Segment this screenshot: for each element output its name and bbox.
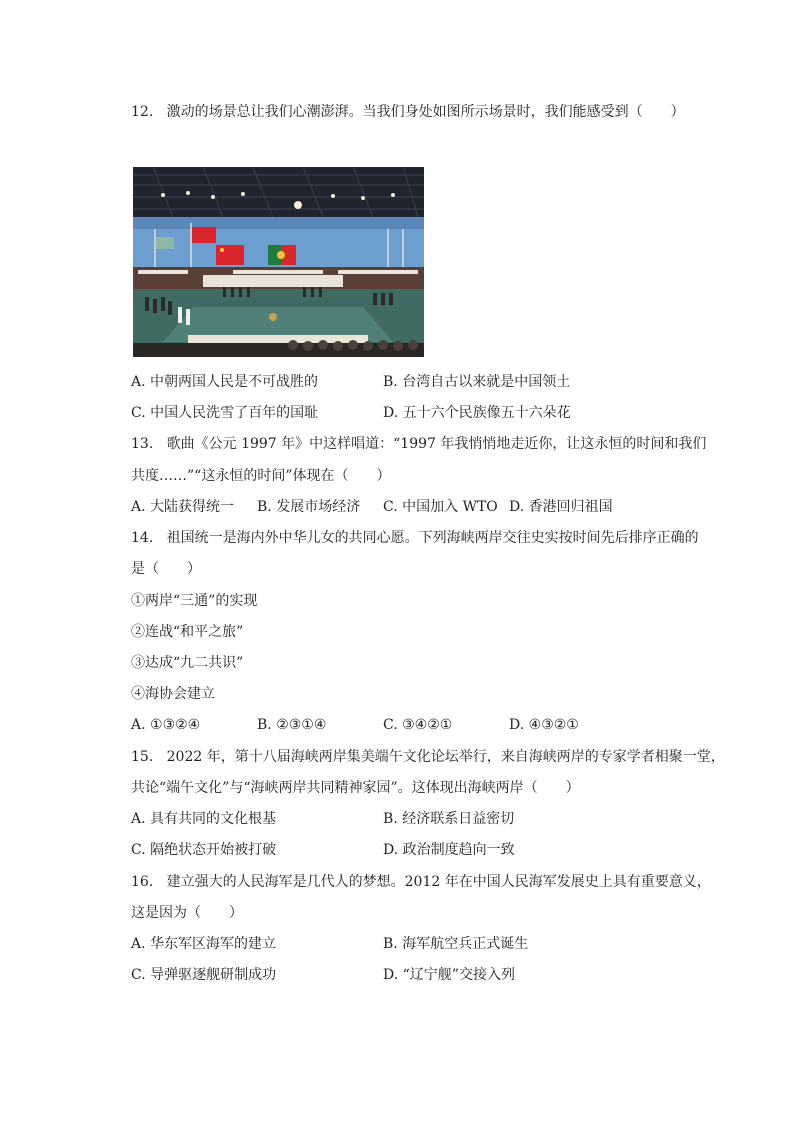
question-16-stem-line-1: 建立强大的人民海军是几代人的梦想。2012 年在中国人民海军发展史上具有重要意义， (166, 874, 711, 890)
question-12-option-c[interactable]: C. 中国人民洗雪了百年的国耻 (131, 405, 319, 421)
question-15-number: 15. (131, 749, 154, 765)
question-14-item-1: ①两岸“三通”的实现 (131, 593, 258, 609)
question-14-item-3: ③达成“九二共识” (131, 655, 244, 671)
question-16-stem-line-2: 这是因为（ ） (131, 905, 243, 921)
question-13-stem-line-2: 共度……”“这永恒的时间”体现在（ ） (131, 468, 391, 484)
question-12-stem-line-1: 激动的场景总让我们心潮澎湃。当我们身处如图所示场景时，我们能感受到（ ） (166, 104, 685, 120)
question-15-stem-line-1: 2022 年，第十八届海峡两岸集美端午文化论坛举行，来自海峡两岸的专家学者相聚一堂， (166, 749, 725, 765)
question-13-option-c[interactable]: C. 中国加入 WTO (383, 499, 498, 515)
question-15-option-b[interactable]: B. 经济联系日益密切 (383, 811, 515, 827)
question-12-number: 12. (131, 104, 154, 120)
question-16-option-b[interactable]: B. 海军航空兵正式诞生 (383, 936, 529, 952)
question-15-stem (131, 748, 725, 766)
question-14-option-d[interactable]: D. ④③②① (509, 717, 579, 733)
question-14-item-2: ②连战“和平之旅” (131, 624, 244, 640)
question-14-stem (131, 529, 699, 547)
question-13-option-d[interactable]: D. 香港回归祖国 (509, 499, 613, 515)
question-12-option-b[interactable]: B. 台湾自古以来就是中国领土 (383, 374, 571, 390)
question-13-number: 13. (131, 436, 154, 452)
question-15-option-c[interactable]: C. 隔绝状态开始被打破 (131, 842, 277, 858)
question-16-option-a[interactable]: A. 华东军区海军的建立 (131, 936, 277, 952)
question-12-option-a[interactable]: A. 中朝两国人民是不可战胜的 (131, 374, 319, 390)
question-13-option-b[interactable]: B. 发展市场经济 (257, 499, 361, 515)
question-14-option-c[interactable]: C. ③④②① (383, 717, 453, 733)
question-15-option-a[interactable]: A. 具有共同的文化根基 (131, 811, 277, 827)
question-16-number: 16. (131, 874, 154, 890)
ceremony-photo-illustration (133, 167, 424, 357)
question-12-stem (131, 103, 685, 121)
question-15-option-d[interactable]: D. 政治制度趋向一致 (383, 842, 515, 858)
question-13-option-a[interactable]: A. 大陆获得统一 (131, 499, 235, 515)
question-16-stem (131, 873, 711, 891)
question-13-stem (131, 435, 706, 453)
question-15-stem-line-2: 共论“端午文化”与“海峡两岸共同精神家园”。这体现出海峡两岸（ ） (131, 780, 580, 796)
ceremony-photo (133, 167, 424, 357)
question-14-number: 14. (131, 530, 154, 546)
question-16-option-c[interactable]: C. 导弹驱逐舰研制成功 (131, 967, 277, 983)
question-14-stem-line-1: 祖国统一是海内外中华儿女的共同心愿。下列海峡两岸交往史实按时间先后排序正确的 (166, 530, 699, 546)
question-14-stem-line-2: 是（ ） (131, 561, 201, 577)
question-16-option-d[interactable]: D. “辽宁舰”交接入列 (383, 967, 515, 983)
question-14-option-a[interactable]: A. ①③②④ (131, 717, 201, 733)
question-14-item-4: ④海协会建立 (131, 686, 215, 702)
question-14-option-b[interactable]: B. ②③①④ (257, 717, 327, 733)
question-12-option-d[interactable]: D. 五十六个民族像五十六朵花 (383, 405, 571, 421)
question-13-stem-line-1: 歌曲《公元 1997 年》中这样唱道：“1997 年我悄悄地走近你，让这永恒的时间和我们 (166, 436, 707, 452)
